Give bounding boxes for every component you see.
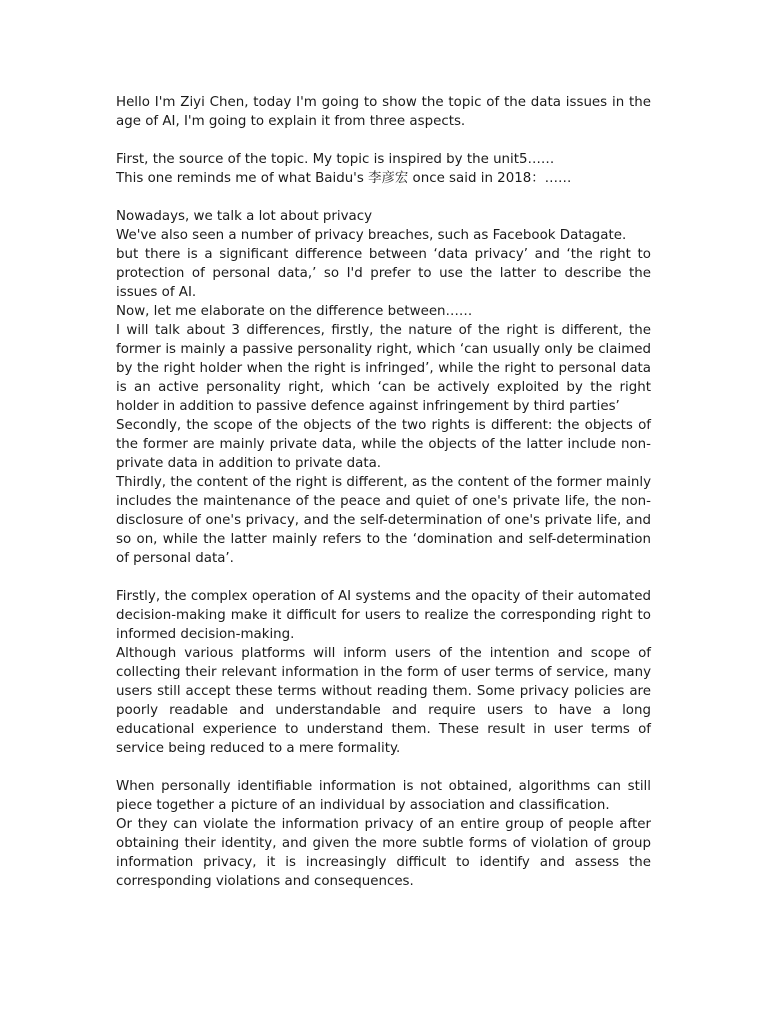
paragraph-source: First, the source of the topic. My topic is inspired by the unit5…… [116,152,555,167]
paragraph-difference-content: Thirdly, the content of the right is different, as the content of the former mainly includes the maintenance of the peace and quiet of one's private life, the non-disclosure of one's privacy, and the self-determination of one's private life, and so on, while the latter mainly refers to the ‘domination and self-determination of personal data’. [116,475,651,566]
paragraph-group-privacy: Or they can violate the information privacy of an entire group of people after obtaining their identity, and given the more subtle forms of violation of group information privacy, it is increasingly difficult to identify and assess the corresponding violations and consequences. [116,817,651,889]
paragraph-elaborate: Now, let me elaborate on the difference between…… [116,304,473,319]
paragraph-spacer [116,188,651,207]
paragraph-baidu-quote: This one reminds me of what Baidu's 李彦宏 once said in 2018：…… [116,171,572,186]
paragraph-spacer [116,131,651,150]
paragraph-data-protection: but there is a significant difference between ‘data privacy’ and ‘the right to protection of personal data,’ so I'd prefer to use the latter to describe the issues of AI. [116,247,651,300]
paragraph-terms-of-service: Although various platforms will inform users of the intention and scope of collecting their relevant information in the form of user terms of service, many users still accept these terms without reading them. Some privacy policies are poorly readable and understandable and require users to have a long educational experience to understand them. These result in user terms of service being reduced to a mere formality. [116,646,651,756]
paragraph-algorithms: When personally identifiable information is not obtained, algorithms can still piece together a picture of an individual by association and classification. [116,779,651,813]
paragraph-intro: Hello I'm Ziyi Chen, today I'm going to show the topic of the data issues in the age of AI, I'm going to explain it from three aspects. [116,95,651,129]
paragraph-privacy-intro: Nowadays, we talk a lot about privacy [116,209,373,224]
paragraph-spacer [116,758,651,777]
paragraph-spacer [116,568,651,587]
paragraph-difference-nature: I will talk about 3 differences, firstly, the nature of the right is different, the former is mainly a passive personality right, which ‘can usually only be claimed by the right holder when the right is infringed’, while the right to personal data is an active personality right, which ‘can be actively exploited by the right holder in addition to passive defence against infringement by third parties’ [116,323,651,414]
document-page [116,93,651,891]
paragraph-privacy-breaches: We've also seen a number of privacy breaches, such as Facebook Datagate. [116,228,627,243]
paragraph-ai-opacity: Firstly, the complex operation of AI systems and the opacity of their automated decision-making make it difficult for users to realize the corresponding right to informed decision-making. [116,589,651,642]
paragraph-difference-scope: Secondly, the scope of the objects of the two rights is different: the objects of the former are mainly private data, while the objects of the latter include non-private data in addition to private data. [116,418,651,471]
